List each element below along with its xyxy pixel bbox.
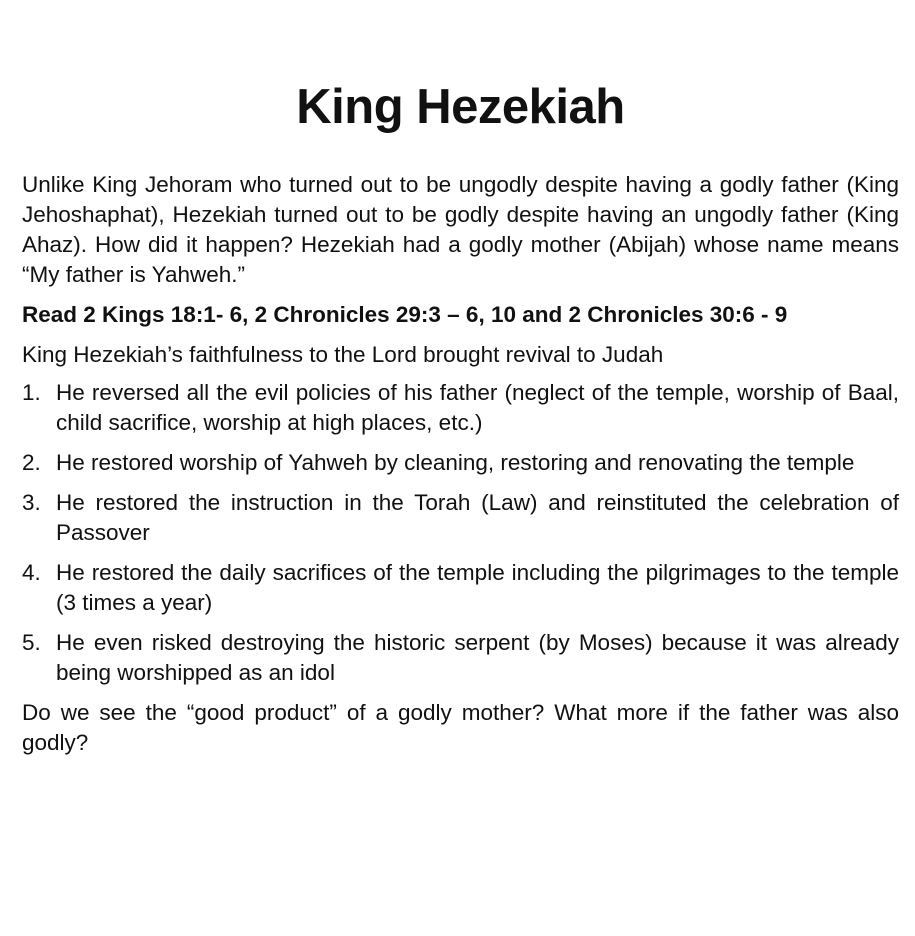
list-item [22,558,899,618]
page-title: King Hezekiah [296,80,625,134]
list-item [22,378,899,438]
closing-paragraph: Do we see the “good product” of a godly mother? What more if the father was also godly? [22,700,899,755]
list-item-text: He restored worship of Yahweh by cleaning, restoring and renovating the temple [56,450,855,475]
list-item-number: 1. [22,380,41,405]
faithfulness-list [22,378,899,688]
list-item-text: He restored the instruction in the Torah (Law) and reinstituted the celebration of Passover [56,490,899,545]
list-item [22,488,899,548]
list-item-text: He reversed all the evil policies of his father (neglect of the temple, worship of Baal, child sacrifice, worship at high places, etc.) [56,380,899,435]
list-item-text: He restored the daily sacrifices of the temple including the pilgrimages to the temple (3 times a year) [56,560,899,615]
list-item-number: 4. [22,560,41,585]
list-item-number: 2. [22,450,41,475]
list-lead-paragraph: King Hezekiah’s faithfulness to the Lord brought revival to Judah [22,342,664,367]
list-item-number: 5. [22,630,41,655]
list-item-number: 3. [22,490,41,515]
document-body [22,170,899,758]
intro-paragraph: Unlike King Jehoram who turned out to be ungodly despite having a godly father (King Jehoshaphat), Hezekiah turned out to be godly despite having an ungodly father (King Ahaz). How did it happen? Hezekiah had a godly mother (Abijah) whose name means “My father is Yahweh.” [22,172,899,287]
list-item-text: He even risked destroying the historic serpent (by Moses) because it was already being worshipped as an idol [56,630,899,685]
scripture-reading: Read 2 Kings 18:1- 6, 2 Chronicles 29:3 – 6, 10 and 2 Chronicles 30:6 - 9 [22,302,788,327]
list-item [22,448,899,478]
list-item [22,628,899,688]
